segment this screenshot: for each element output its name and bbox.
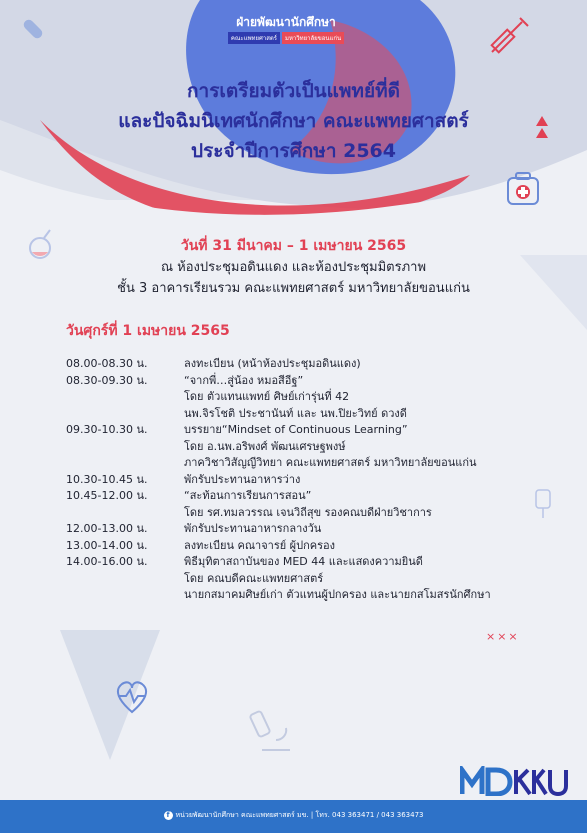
event-date-range: วันที่ 31 มีนาคม – 1 เมษายน 2565: [180, 238, 407, 254]
organization-sub: [206, 32, 366, 44]
schedule-line: พิธีมุทิตาสถาบันของ MED 44 และแสดงความยินดี: [184, 555, 423, 568]
schedule-line: โดย ตัวแทนแพทย์ ศิษย์เก่ารุ่นที่ 42: [184, 390, 350, 403]
schedule-line: โดย รศ.ทมลวรรณ เจนวิถีสุข รองคณบดีฝ่ายวิชาการ: [184, 505, 432, 519]
syringe-icon: [492, 18, 528, 52]
schedule-time: 13.00-14.00 น.: [66, 538, 148, 552]
page-title: [0, 76, 587, 166]
schedule-details: [184, 422, 546, 472]
schedule-row: [66, 422, 546, 472]
schedule-row: [66, 538, 546, 555]
schedule-row: [66, 554, 546, 604]
footer-contact: [0, 810, 587, 821]
schedule-line: นายกสมาคมศิษย์เก่า ตัวแทนผู้ปกครอง และนายกสโมสรนักศึกษา: [184, 588, 491, 601]
schedule-time: 12.00-13.00 น.: [66, 522, 148, 535]
decorative-marks: ×××: [486, 630, 520, 643]
organization-faculty: คณะแพทยศาสตร์: [228, 32, 280, 44]
schedule-line: นพ.จิรโชติ ประชานันท์ และ นพ.ปิยะวิทย์ ดวงดี: [184, 406, 407, 420]
schedule-details: [184, 488, 546, 521]
schedule-line: “สะท้อนการเรียนการสอน”: [184, 489, 312, 502]
schedule-details: [184, 554, 546, 604]
schedule-line: ลงทะเบียน (หน้าห้องประชุมอดินแดง): [184, 357, 361, 370]
schedule-row: [66, 521, 546, 538]
schedule-line: บรรยาย“Mindset of Continuous Learning”: [184, 423, 408, 436]
schedule-details: [184, 373, 546, 423]
first-aid-kit-icon: [508, 173, 538, 204]
organization-university: มหาวิทยาลัยขอนแก่น: [282, 32, 344, 44]
schedule-time: 10.30-10.45 น.: [66, 472, 148, 486]
day-heading: วันศุกร์ที่ 1 เมษายน 2565: [66, 323, 230, 339]
schedule-list: [66, 356, 546, 604]
schedule-row: [66, 488, 546, 521]
organization-name: ฝ่ายพัฒนานักศึกษา: [236, 15, 336, 29]
schedule-time: 09.30-10.30 น.: [66, 423, 148, 436]
schedule-line: ลงทะเบียน คณาจารย์ ผู้ปกครอง: [184, 538, 336, 552]
schedule-time: 10.45-12.00 น.: [66, 489, 148, 502]
microscope-icon: [249, 711, 290, 750]
facebook-icon[interactable]: f: [164, 811, 173, 820]
schedule-line: พักรับประทานอาหารว่าง: [184, 472, 301, 486]
schedule-row: [66, 373, 546, 423]
schedule-line: ภาควิชาวิสัญญีวิทยา คณะแพทยศาสตร์ มหาวิทยาลัยขอนแก่น: [184, 456, 477, 469]
footer-separator: |: [310, 811, 314, 819]
footer-bar: [0, 800, 587, 833]
schedule-details: [184, 521, 546, 538]
schedule-line: โดย อ.นพ.อริพงศ์ พัฒนเศรษฐพงษ์: [184, 439, 346, 453]
schedule-details: [184, 538, 546, 555]
heartbeat-icon: [118, 682, 146, 712]
schedule-line: พักรับประทานอาหารกลางวัน: [184, 522, 322, 535]
schedule-time: 14.00-16.00 น.: [66, 555, 148, 568]
schedule-time: 08.00-08.30 น.: [66, 357, 148, 370]
schedule-row: [66, 356, 546, 373]
schedule-details: [184, 472, 546, 489]
schedule-line: “จากพี่…สู่น้อง หมอสีอีฐ”: [184, 373, 304, 387]
pill-icon: [22, 18, 45, 41]
schedule-row: [66, 472, 546, 489]
mdkku-logo: [460, 766, 570, 796]
footer-phone: โทร. 043 363471 / 043 363473: [315, 811, 424, 819]
event-info: [0, 235, 587, 299]
event-venue-line-1: ณ ห้องประชุมอดินแดง และห้องประชุมมิตรภาพ: [160, 260, 427, 275]
schedule-time: 08.30-09.30 น.: [66, 373, 148, 387]
title-line-2: และปัจฉิมนิเทศนักศึกษา คณะแพทยศาสตร์: [118, 110, 469, 132]
title-line-3: ประจำปีการศึกษา 2564: [191, 140, 396, 162]
footer-page-name[interactable]: หน่วยพัฒนานักศึกษา คณะแพทยศาสตร์ มข.: [175, 811, 309, 819]
event-venue-line-2: ชั้น 3 อาคารเรียนรวม คณะแพทยศาสตร์ มหาวิทยาลัยขอนแก่น: [117, 281, 470, 296]
schedule-line: โดย คณบดีคณะแพทยศาสตร์: [184, 571, 324, 585]
organization-label: [206, 14, 366, 44]
title-line-1: การเตรียมตัวเป็นแพทย์ที่ดี: [187, 80, 400, 102]
schedule-details: [184, 356, 546, 373]
